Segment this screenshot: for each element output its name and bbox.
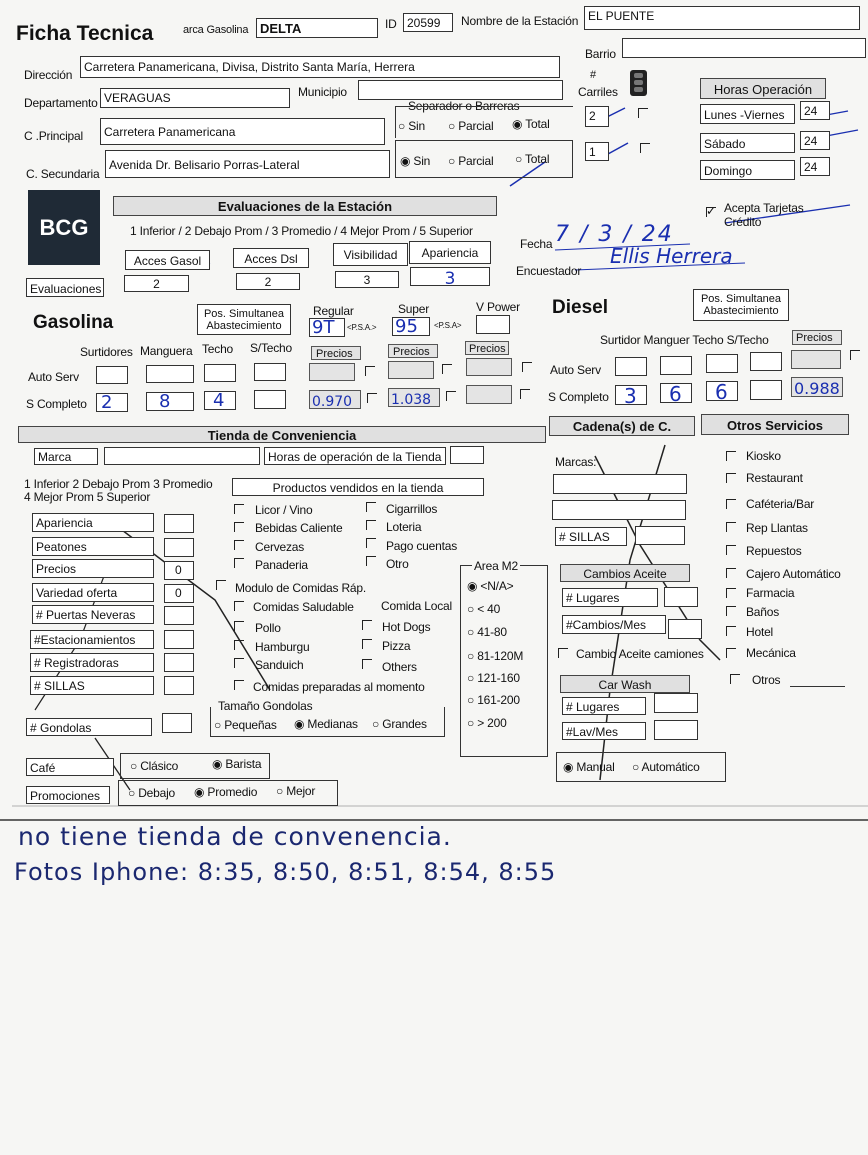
- notes-line-1[interactable]: no tiene tienda de convenencia.: [18, 822, 452, 851]
- horas-sab-label: Sábado: [700, 133, 795, 153]
- area-opt-81-120[interactable]: ○ 81-120M: [467, 649, 524, 663]
- rating-registradoras-label: # Registradoras: [30, 653, 154, 672]
- col-techo: Techo: [202, 342, 234, 356]
- sep1-sin-option[interactable]: ○ Sin: [398, 119, 425, 133]
- dsl-as-check[interactable]: [850, 350, 860, 360]
- eval-apariencia-field[interactable]: [410, 267, 490, 286]
- food-hamburgu-label: Hamburgu: [255, 640, 310, 654]
- traffic-light-icon: [630, 70, 647, 96]
- municipio-label: Municipio: [298, 85, 347, 99]
- area-opt-na[interactable]: ◉ <N/A>: [467, 579, 514, 593]
- marca-field[interactable]: DELTA: [256, 18, 378, 38]
- gas-as-check-super[interactable]: [442, 364, 452, 374]
- cadena-marcas-label: Marcas:: [555, 455, 597, 469]
- sep1-parcial-option[interactable]: ○ Parcial: [448, 119, 494, 133]
- cafe-barista[interactable]: ◉ Barista: [212, 757, 262, 771]
- cambios-mes-field[interactable]: [668, 619, 702, 639]
- rating-variedad-label: Variedad oferta: [32, 583, 154, 602]
- bcg-logo: BCG: [28, 190, 100, 265]
- gas-sc-check-super[interactable]: [446, 391, 456, 401]
- camiones-checkbox[interactable]: [558, 648, 568, 658]
- gas-sc-check-vpower[interactable]: [520, 389, 530, 399]
- otros-banos-label: Baños: [746, 605, 780, 619]
- otros-restaurant-label: Restaurant: [746, 471, 803, 485]
- carwash-lav-field[interactable]: [654, 720, 698, 740]
- sep2-parcial-option[interactable]: ○ Parcial: [448, 154, 494, 168]
- gas-sc-stecho[interactable]: [254, 390, 286, 409]
- direccion-field[interactable]: Carretera Panamericana, Divisa, Distrito Santa María, Herrera: [80, 56, 560, 78]
- regular-psa-value: 9T: [312, 318, 335, 337]
- prod-cervezas-label: Cervezas: [255, 540, 305, 554]
- area-opt-41-80[interactable]: ○ 41-80: [467, 625, 507, 639]
- area-opt-40[interactable]: ○ < 40: [467, 602, 501, 616]
- diesel-title: Diesel: [552, 297, 608, 318]
- gas-as-check-vpower[interactable]: [522, 362, 532, 372]
- estacion-label: Nombre de la Estación: [461, 14, 579, 28]
- food-hotdogs-checkbox[interactable]: [362, 620, 372, 630]
- gas-sc-precio-regular-value: 0.970: [312, 394, 353, 410]
- prod-licor-checkbox[interactable]: [234, 504, 244, 514]
- dsl-sc-techo-value: 6: [715, 381, 728, 401]
- comidas-saludable-label: Comidas Saludable: [253, 600, 354, 614]
- otros-cajero-label: Cajero Automático: [746, 567, 841, 581]
- otros-llantas-label: Rep Llantas: [746, 521, 808, 535]
- cadena-title: Cadena(s) de C.: [549, 416, 695, 436]
- prod-panaderia-label: Panaderia: [255, 558, 308, 572]
- barrio-field[interactable]: [622, 38, 866, 58]
- precios-vpower-header: Precios: [465, 341, 509, 355]
- area-opt-161-200[interactable]: ○ 161-200: [467, 693, 520, 707]
- precios-super-header: Precios: [388, 344, 438, 358]
- gas-as-precio-regular[interactable]: [309, 363, 355, 381]
- evaluaciones-label: Evaluaciones: [26, 278, 104, 297]
- carriles-field-2[interactable]: 1: [585, 142, 609, 161]
- otros-title: Otros Servicios: [701, 414, 849, 435]
- evaluaciones-scale: 1 Inferior / 2 Debajo Prom / 3 Promedio / 4 Mejor Prom / 5 Superior: [130, 224, 473, 238]
- rating-apariencia-field[interactable]: [164, 514, 194, 533]
- diesel-pos-label: [693, 289, 789, 321]
- promociones-label: Promociones: [26, 786, 110, 804]
- eval-visibilidad-field[interactable]: 3: [335, 271, 399, 288]
- tarjetas-label-2: Crédito: [724, 215, 762, 229]
- otros-farmacia-checkbox[interactable]: [726, 588, 736, 598]
- diesel-pos-line-2: Abastecimiento: [703, 305, 779, 318]
- productos-title: Productos vendidos en la tienda: [232, 478, 484, 496]
- prod-bebidas-checkbox[interactable]: [234, 522, 244, 532]
- horas-title: Horas Operación: [700, 78, 826, 99]
- gasolina-pos-line-1: Pos. Simultanea: [203, 308, 285, 320]
- gasolina-title: Gasolina: [33, 312, 114, 333]
- gas-sc-precio-super[interactable]: [388, 388, 440, 407]
- gas-as-precio-super[interactable]: [388, 361, 434, 379]
- food-hotdogs-label: Hot Dogs: [382, 620, 431, 634]
- marca-label: arca Gasolina: [183, 24, 249, 36]
- carwash-manual[interactable]: ◉ Manual: [563, 760, 615, 774]
- super-psa-value: 95: [395, 317, 418, 336]
- food-pizza-label: Pizza: [382, 639, 411, 653]
- tienda-title: Tienda de Conveniencia: [18, 426, 546, 443]
- barrio-label: Barrio: [585, 47, 616, 61]
- food-pizza-checkbox[interactable]: [362, 639, 372, 649]
- otros-mecanica-label: Mecánica: [746, 646, 796, 660]
- gas-as-manguera[interactable]: [146, 365, 194, 383]
- gas-sc-techo[interactable]: [204, 391, 236, 410]
- otros-restaurant-checkbox[interactable]: [726, 473, 736, 483]
- fecha-label: Fecha: [520, 237, 553, 251]
- prod-pago-label: Pago cuentas: [386, 539, 457, 553]
- prod-licor-label: Licor / Vino: [255, 503, 313, 517]
- rating-puertas-label: # Puertas Neveras: [32, 605, 154, 624]
- dsl-as-precio[interactable]: [791, 350, 841, 369]
- promo-mejor[interactable]: ○ Mejor: [276, 784, 316, 798]
- dsl-autoserv-label: Auto Serv: [550, 363, 601, 377]
- prod-bebidas-label: Bebidas Caliente: [255, 521, 343, 535]
- eval-apariencia-value: 3: [444, 269, 456, 286]
- tienda-horas-label: Horas de operación de la Tienda: [264, 447, 446, 465]
- rating-puertas-field[interactable]: [164, 606, 194, 625]
- cadena-marca-field-1[interactable]: [553, 474, 687, 494]
- horas-sab-field[interactable]: 24: [800, 131, 830, 150]
- eval-visibilidad-label: Visibilidad: [333, 243, 408, 266]
- eval-acces-gasol-field[interactable]: 2: [124, 275, 189, 292]
- carriles-checkbox-2[interactable]: [640, 143, 650, 153]
- gas-sc-precio-vpower[interactable]: [466, 385, 512, 404]
- sep1-total-option[interactable]: ◉ Total: [512, 117, 550, 131]
- promo-debajo[interactable]: ○ Debajo: [128, 786, 176, 800]
- horas-lv-field[interactable]: 24: [800, 101, 830, 120]
- tarjetas-label-1: Acepta Tarjetas: [724, 201, 804, 215]
- prod-cervezas-checkbox[interactable]: [234, 540, 244, 550]
- id-label: ID: [385, 17, 397, 31]
- modulo-checkbox[interactable]: [216, 580, 226, 590]
- prod-loteria-label: Loteria: [386, 520, 422, 534]
- regular-label: Regular: [313, 304, 354, 318]
- otros-cafeteria-checkbox[interactable]: [726, 499, 736, 509]
- gas-sc-precio-regular[interactable]: [309, 390, 361, 409]
- rating-apariencia-label: Apariencia: [32, 513, 154, 532]
- form-title: Ficha Tecnica: [16, 22, 154, 45]
- prod-cigarrillos-checkbox[interactable]: [366, 502, 376, 512]
- rating-variedad-field[interactable]: 0: [164, 584, 194, 603]
- super-psa-field[interactable]: [392, 317, 430, 336]
- gas-sc-check-regular[interactable]: [367, 393, 377, 403]
- col-stecho: S/Techo: [250, 341, 292, 355]
- rating-peatones-field[interactable]: [164, 538, 194, 557]
- notes-line-2[interactable]: Fotos Iphone: 8:35, 8:50, 8:51, 8:54, 8:55: [14, 858, 557, 886]
- diesel-col-headers: Surtidor Manguer Techo S/Techo: [600, 333, 769, 347]
- area-opt-200[interactable]: ○ > 200: [467, 716, 507, 730]
- cambios-title: Cambios Aceite: [560, 564, 690, 582]
- comidas-saludable-checkbox[interactable]: [234, 601, 244, 611]
- direccion-label: Dirección: [24, 68, 73, 82]
- dsl-sc-surtidor[interactable]: [615, 385, 647, 405]
- gasolina-pos-label: [197, 304, 291, 335]
- tamano-title: Tamaño Gondolas: [218, 699, 313, 713]
- dsl-sc-precio-value: 0.988: [794, 379, 840, 398]
- otros-mecanica-checkbox[interactable]: [726, 648, 736, 658]
- gondolas-label: # Gondolas: [26, 718, 152, 736]
- dsl-sc-stecho[interactable]: [750, 380, 782, 400]
- camiones-label: Cambio Aceite camiones: [576, 647, 704, 661]
- fecha-value[interactable]: 7 / 3 / 24: [555, 222, 674, 247]
- cprincipal-field[interactable]: Carretera Panamericana: [100, 118, 385, 145]
- otros-cafeteria-label: Caféteria/Bar: [746, 497, 815, 511]
- cadena-sillas-label: # SILLAS: [555, 527, 627, 546]
- gas-as-check-regular[interactable]: [365, 366, 375, 376]
- sep2-sin-option[interactable]: ◉ Sin: [400, 154, 431, 168]
- departamento-label: Departamento: [24, 96, 98, 110]
- dsl-sc-manguera[interactable]: [660, 383, 692, 403]
- separador-label: Separador o Barreras: [408, 99, 520, 113]
- super-label: Super: [398, 302, 430, 316]
- otros-hotel-checkbox[interactable]: [726, 626, 736, 636]
- otros-farmacia-label: Farmacia: [746, 586, 795, 600]
- horas-dom-label: Domingo: [700, 160, 795, 180]
- modulo-label: Modulo de Comidas Ráp.: [235, 581, 367, 595]
- comida-local-label: Comida Local: [381, 599, 452, 613]
- tienda-scale-2: 4 Mejor Prom 5 Superior: [24, 490, 151, 504]
- id-field[interactable]: 20599: [403, 13, 453, 32]
- cadena-marca-field-2[interactable]: [552, 500, 686, 520]
- prod-pago-checkbox[interactable]: [366, 538, 376, 548]
- tamano-pequenas[interactable]: ○ Pequeñas: [214, 718, 277, 732]
- prod-otro-checkbox[interactable]: [366, 556, 376, 566]
- csecundaria-field[interactable]: Avenida Dr. Belisario Porras-Lateral: [105, 150, 390, 178]
- carriles-field-1[interactable]: 2: [585, 106, 609, 127]
- vpower-psa-field[interactable]: [476, 315, 510, 334]
- rating-estacionamientos-label: #Estacionamientos: [30, 630, 154, 649]
- tienda-marca-label: Marca: [34, 448, 98, 465]
- dsl-sc-techo[interactable]: [706, 381, 738, 401]
- carwash-lav-label: #Lav/Mes: [562, 722, 646, 740]
- gas-autoserv-label: Auto Serv: [28, 370, 79, 384]
- dsl-scompleto-label: S Completo: [548, 390, 609, 404]
- gas-scompleto-label: S Completo: [26, 397, 87, 411]
- municipio-field[interactable]: [358, 80, 563, 100]
- rating-precios-field[interactable]: 0: [164, 561, 194, 580]
- food-pollo-label: Pollo: [255, 621, 281, 635]
- tienda-scale-1: 1 Inferior 2 Debajo Prom 3 Promedio: [24, 477, 213, 491]
- estacion-field[interactable]: EL PUENTE: [584, 6, 860, 30]
- horas-lv-label: Lunes -Viernes: [700, 104, 795, 124]
- rating-sillas-label: # SILLAS: [30, 676, 154, 695]
- dsl-sc-manguera-value: 6: [669, 383, 682, 403]
- gas-sc-manguera[interactable]: [146, 392, 194, 411]
- prod-panaderia-checkbox[interactable]: [234, 558, 244, 568]
- gas-sc-manguera-value: 8: [159, 392, 171, 411]
- food-sanduich-checkbox[interactable]: [234, 658, 244, 668]
- tamano-grandes[interactable]: ○ Grandes: [372, 717, 427, 731]
- encuestador-value[interactable]: Ellis Herrera: [610, 244, 733, 268]
- food-pollo-checkbox[interactable]: [234, 621, 244, 631]
- carwash-title: Car Wash: [560, 675, 690, 693]
- evaluaciones-title: Evaluaciones de la Estación: [113, 196, 497, 216]
- diesel-precios-header: Precios: [792, 330, 842, 345]
- rating-sillas-field[interactable]: [164, 676, 194, 695]
- horas-dom-field[interactable]: 24: [800, 157, 830, 176]
- gas-as-surtidores[interactable]: [96, 366, 128, 384]
- otros-repuestos-label: Repuestos: [746, 544, 802, 558]
- otros-otros-checkbox[interactable]: [730, 674, 740, 684]
- dsl-as-surtidor[interactable]: [615, 357, 647, 376]
- tamano-medianas[interactable]: ◉ Medianas: [294, 717, 358, 731]
- rating-estacionamientos-field[interactable]: [164, 630, 194, 649]
- food-others-checkbox[interactable]: [362, 659, 372, 669]
- otros-blank-line: [790, 686, 845, 687]
- gas-sc-surtidores-value: 2: [101, 393, 113, 412]
- comidas-preparadas-label: Comidas preparadas al momento: [253, 680, 425, 694]
- gas-sc-precio-super-value: 1.038: [391, 392, 432, 408]
- prod-otro-label: Otro: [386, 557, 409, 571]
- otros-kiosko-label: Kiosko: [746, 449, 781, 463]
- prod-cigarrillos-label: Cigarrillos: [386, 502, 438, 516]
- precios-regular-header: Precios: [311, 346, 361, 360]
- food-hamburgu-checkbox[interactable]: [234, 640, 244, 650]
- gas-as-techo[interactable]: [204, 364, 236, 382]
- comidas-preparadas-checkbox[interactable]: [234, 680, 244, 690]
- area-opt-121-160[interactable]: ○ 121-160: [467, 671, 520, 685]
- eval-acces-gasol-label: Acces Gasol: [125, 250, 210, 270]
- promo-promedio[interactable]: ◉ Promedio: [194, 785, 258, 799]
- carwash-lugares-field[interactable]: [654, 693, 698, 713]
- cafe-clasico[interactable]: ○ Clásico: [130, 759, 179, 773]
- rating-precios-label: Precios: [32, 559, 154, 578]
- cambios-mes-label: #Cambios/Mes: [562, 615, 666, 634]
- tarjetas-check-mark: ✓: [706, 204, 716, 218]
- encuestador-label: Encuestador: [516, 264, 582, 278]
- carriles-checkbox-1[interactable]: [638, 108, 648, 118]
- departamento-field[interactable]: VERAGUAS: [100, 88, 290, 108]
- hw-mark-carriles-2: [608, 143, 628, 154]
- gas-sc-surtidores[interactable]: [96, 393, 128, 412]
- eval-acces-dsl-field[interactable]: 2: [236, 273, 300, 290]
- otros-kiosko-checkbox[interactable]: [726, 451, 736, 461]
- dsl-as-manguera[interactable]: [660, 356, 692, 375]
- dsl-sc-precio[interactable]: [791, 377, 843, 397]
- dsl-as-stecho[interactable]: [750, 352, 782, 371]
- carriles-hash: #: [590, 69, 596, 81]
- csecundaria-label: C. Secundaria: [26, 167, 100, 181]
- otros-otros-label: Otros: [752, 673, 781, 687]
- otros-cajero-checkbox[interactable]: [726, 568, 736, 578]
- regular-psa-field[interactable]: [309, 318, 345, 337]
- sep2-total-option[interactable]: ○ Total: [515, 152, 550, 166]
- otros-repuestos-checkbox[interactable]: [726, 545, 736, 555]
- gasolina-pos-line-2: Abastecimiento: [206, 320, 282, 333]
- otros-banos-checkbox[interactable]: [726, 606, 736, 616]
- gondolas-field[interactable]: [162, 713, 192, 733]
- cprincipal-label: C .Principal: [24, 129, 83, 143]
- area-title: Area M2: [474, 559, 518, 573]
- carwash-lugares-label: # Lugares: [562, 697, 646, 715]
- cadena-sillas-field[interactable]: [635, 526, 685, 545]
- eval-apariencia-label: Apariencia: [409, 241, 491, 264]
- gas-sc-techo-value: 4: [213, 391, 225, 410]
- cafe-label: Café: [26, 758, 114, 776]
- gas-as-stecho[interactable]: [254, 363, 286, 381]
- eval-acces-dsl-label: Acces Dsl: [233, 248, 309, 268]
- rating-peatones-label: Peatones: [32, 537, 154, 556]
- tienda-horas-field[interactable]: [450, 446, 484, 464]
- cambios-lugares-field[interactable]: [664, 587, 698, 607]
- regular-psa-label: <P.S.A.>: [347, 323, 377, 332]
- dsl-sc-surtidor-value: 3: [624, 385, 637, 405]
- cambios-lugares-label: # Lugares: [562, 588, 658, 607]
- col-surtidores: Surtidores: [80, 345, 133, 359]
- vpower-label: V Power: [476, 300, 520, 314]
- food-sanduich-label: Sanduich: [255, 658, 304, 672]
- prod-loteria-checkbox[interactable]: [366, 520, 376, 530]
- diesel-pos-line-1: Pos. Simultanea: [700, 293, 782, 305]
- otros-llantas-checkbox[interactable]: [726, 522, 736, 532]
- dsl-as-techo[interactable]: [706, 354, 738, 373]
- col-manguera: Manguera: [140, 344, 193, 358]
- carriles-label: Carriles: [578, 85, 618, 99]
- otros-hotel-label: Hotel: [746, 625, 774, 639]
- tienda-marca-field[interactable]: [104, 447, 260, 465]
- food-others-label: Others: [382, 660, 417, 674]
- carwash-automatico[interactable]: ○ Automático: [632, 760, 700, 774]
- gas-as-precio-vpower[interactable]: [466, 358, 512, 376]
- super-psa-label: <P.S.A>: [434, 321, 462, 330]
- rating-registradoras-field[interactable]: [164, 653, 194, 672]
